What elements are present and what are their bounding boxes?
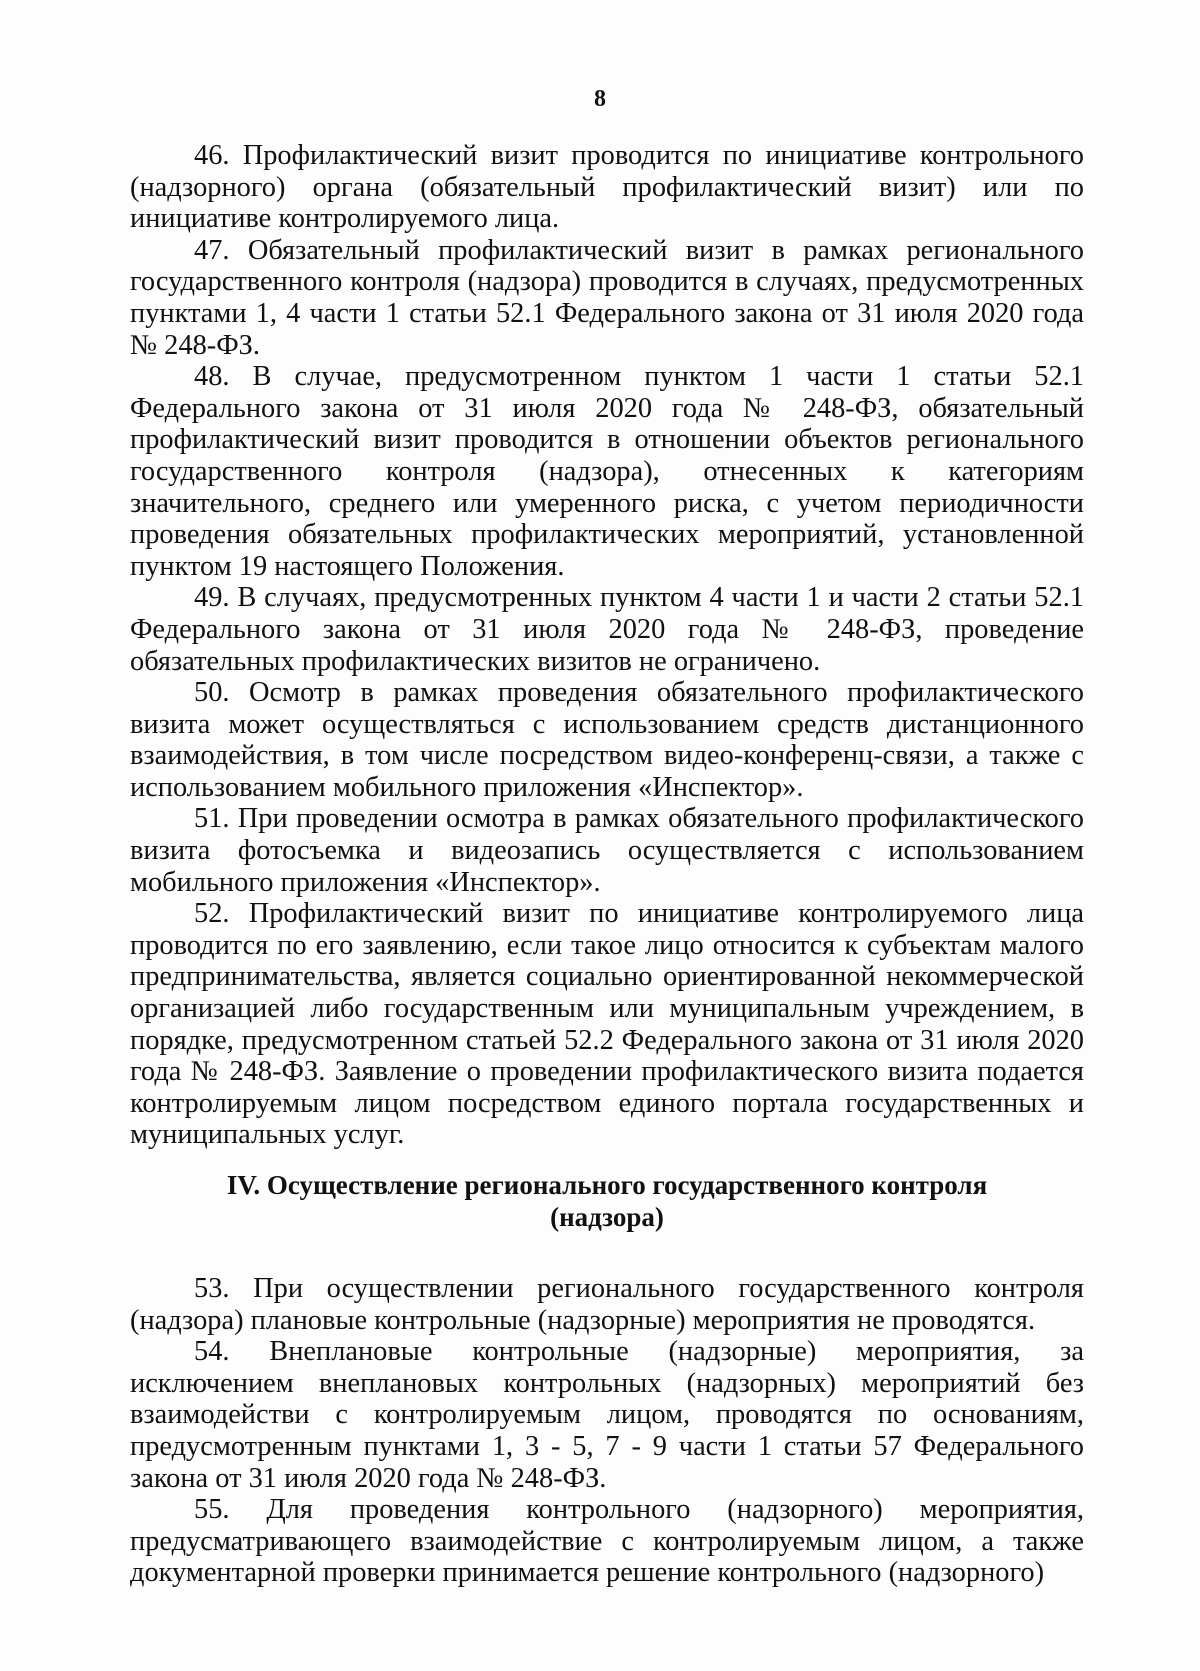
paragraph-46: 46. Профилактический визит проводится по инициативе контрольного (надзорного) органа (обязательный профилактический визит) или по инициативе контролируемого лица. <box>130 140 1084 235</box>
section-heading: IV. Осуществление регионального государственного контроля (надзора) <box>226 1170 988 1232</box>
page-number: 8 <box>594 86 606 112</box>
document-body <box>130 140 1084 1589</box>
paragraph-48: 48. В случае, предусмотренном пунктом 1 части 1 статьи 52.1 Федерального закона от 31 июля 2020 года № 248-ФЗ, обязательный профилактический визит проводится в отношении объектов регионального государственного контроля (надзора), отнесенных к категориям значительного, среднего или умеренного риска, с учетом периодичности проведения обязательных профилактических мероприятий, установленной пунктом 19 настоящего Положения. <box>130 361 1084 582</box>
paragraph-53: 53. При осуществлении регионального государственного контроля (надзора) плановые контрольные (надзорные) мероприятия не проводятся. <box>130 1273 1084 1336</box>
paragraph-54: 54. Внеплановые контрольные (надзорные) мероприятия, за исключением внеплановых контрольных (надзорных) мероприятий без взаимодействи с контролируемым лицом, проводятся по основаниям, предусмотренным пунктами 1, 3 - 5, 7 - 9 части 1 статьи 57 Федерального закона от 31 июля 2020 года № 248-ФЗ. <box>130 1336 1084 1494</box>
paragraph-55: 55. Для проведения контрольного (надзорного) мероприятия, предусматривающего взаимодействие с контролируемым лицом, а также документарной проверки принимается решение контрольного (надзорного) <box>130 1494 1084 1589</box>
paragraph-47: 47. Обязательный профилактический визит в рамках регионального государственного контроля (надзора) проводится в случаях, предусмотренных пунктами 1, 4 части 1 статьи 52.1 Федерального закона от 31 июля 2020 года № 248-ФЗ. <box>130 234 1084 361</box>
paragraph-51: 51. При проведении осмотра в рамках обязательного профилактического визита фотосъемка и видеозапись осуществляется с использованием мобильного приложения «Инспектор». <box>130 803 1084 898</box>
paragraph-49: 49. В случаях, предусмотренных пунктом 4 части 1 и части 2 статьи 52.1 Федерального закона от 31 июля 2020 года № 248-ФЗ, проведение обязательных профилактических визитов не ограничено. <box>130 582 1084 677</box>
paragraph-50: 50. Осмотр в рамках проведения обязательного профилактического визита может осуществляться с использованием средств дистанционного взаимодействия, в том числе посредством видео-конференц-связи, а также с использованием мобильного приложения «Инспектор». <box>130 677 1084 803</box>
paragraph-52: 52. Профилактический визит по инициативе контролируемого лица проводится по его заявлению, если такое лицо относится к субъектам малого предпринимательства, является социально ориентированной некоммерческой организацией либо государственным или муниципальным учреждением, в порядке, предусмотренном статьей 52.2 Федерального закона от 31 июля 2020 года № 248-ФЗ. Заявление о проведении профилактического визита подается контролируемым лицом посредством единого портала государственных и муниципальных услуг. <box>130 898 1084 1151</box>
